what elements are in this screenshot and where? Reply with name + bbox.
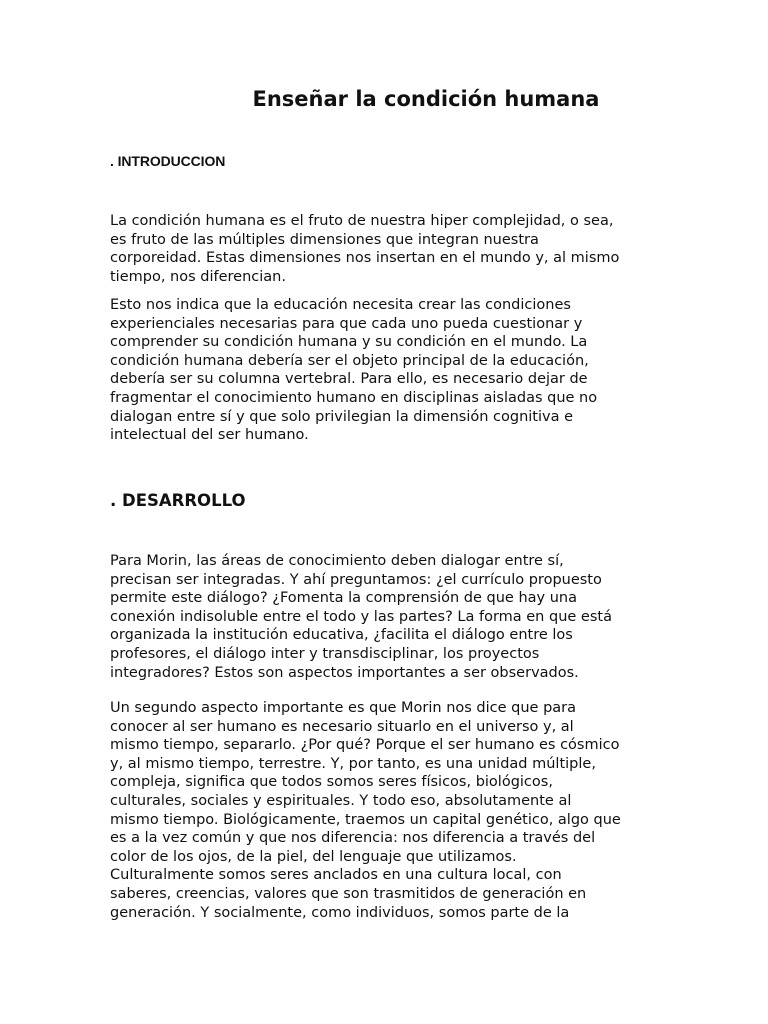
development-paragraph-1: Para Morin, las áreas de conocimiento deben dialogar entre sí, precisan ser integradas. Y ahí preguntamos: ¿el currículo propuesto permite este diálogo? ¿Fomenta la comprensión de que hay una conexión indisoluble entre el todo y las partes? La forma en que está organizada la institución educativa, ¿facilita el diálogo entre los profesores, el diálogo inter y transdisciplinar, los proyectos integradores? Estos son aspectos importantes a ser observados. [110,553,612,681]
development-paragraph-2: Un segundo aspecto importante es que Morin nos dice que para conocer al ser humano es necesario situarlo en el universo y, al mismo tiempo, separarlo. ¿Por qué? Porque el ser humano es cósmico y, al mismo tiempo, terrestre. Y, por tanto, es una unidad múltiple, compleja, significa que todos somos seres físicos, biológicos, culturales, sociales y espirituales. Y todo eso, absolutamente al mismo tiempo. Biológicamente, traemos un capital genético, algo que es a la vez común y que nos diferencia: nos diferencia a través del color de los ojos, de la piel, del lenguaje que utilizamos. Culturalmente somos seres anclados en una cultura local, con saberes, creencias, valores que son trasmitidos de generación en generación. Y socialmente, como individuos, somos parte de la [110,700,621,921]
development-heading: . DESARROLLO [110,491,246,510]
intro-heading: . INTRODUCCION [110,153,226,169]
intro-paragraph-1: La condición humana es el fruto de nuestra hiper complejidad, o sea, es fruto de las múltiples dimensiones que integran nuestra corporeidad. Estas dimensiones nos insertan en el mundo y, al mismo tiempo, nos diferencian. [110,213,620,285]
intro-paragraph-2: Esto nos indica que la educación necesita crear las condiciones experienciales necesarias para que cada uno pueda cuestionar y comprender su condición humana y su condición en el mundo. La condición humana debería ser el objeto principal de la educación, debería ser su columna vertebral. Para ello, es necesario dejar de fragmentar el conocimiento humano en disciplinas aisladas que no dialogan entre sí y que solo privilegian la dimensión cognitiva e intelectual del ser humano. [110,297,598,444]
document-title: Enseñar la condición humana [252,87,600,111]
